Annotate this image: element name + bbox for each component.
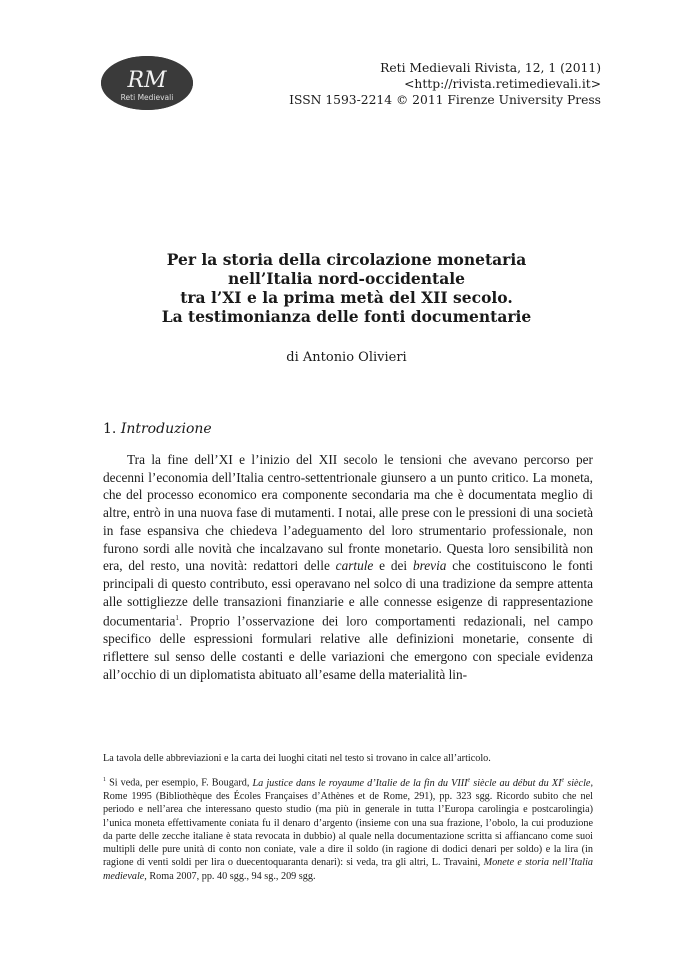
text-run: che costituiscono le fonti principali di questo contributo, essi operavano nel solco di una tradizione da sempre attenta alle sottigliezze delle transazioni finanziarie e alle connesse esigenze di rappresentazione documentaria <box>103 558 594 629</box>
footnotes <box>103 752 593 883</box>
section-title: Introduzione <box>120 421 212 437</box>
italic-title: siècle <box>564 777 591 789</box>
footnote-1 <box>103 774 593 883</box>
italic-term: brevia <box>412 558 447 574</box>
text-run: . Proprio l’osservazione dei loro comportamenti redazionali, nel campo specifico delle espressioni formulari relative alle definizioni monetarie, consente di riflettere sul senso delle costanti e delle variazioni che emergono con speciale evidenza all’occhio di un diplomatista abituato all’esame della materialità lin- <box>103 613 593 682</box>
logo-letters: RM <box>127 68 167 93</box>
italic-term: cartule <box>335 558 374 574</box>
footnote-ref[interactable]: 1 <box>175 614 179 623</box>
section-number: 1. <box>103 421 117 437</box>
journal-citation: Reti Medievali Rivista, 12, 1 (2011) <box>380 61 601 75</box>
abbreviations-note: La tavola delle abbreviazioni e la carta dei luoghi citati nel testo si trovano in calce all’articolo. <box>103 753 491 764</box>
text-run: Tra la fine dell’XI e l’inizio del XII secolo le tensioni che avevano percorso per decenni l’economia dell’Italia centro-settentrionale giunsero a un punto critico. La moneta, che del processo economico era componente secondaria ma che è documentata meglio di altre, entrò in una nuova fase di mutamenti. I notai, alle prese con le pressioni di una società in fase espansiva che chiedeva l’adeguamento del loro strumentario professionale, non furono sordi alle novità che incalzavano sul fronte monetario. Questa loro sensibilità non era, del resto, una novità: redattori delle <box>103 452 593 574</box>
article-title <box>0 250 693 326</box>
paragraph <box>103 451 593 684</box>
title-line: nell’Italia nord-occidentale <box>227 269 466 288</box>
italic-title: siècle au début du XI <box>470 777 562 789</box>
italic-title: Monete e storia nell’Italia medievale <box>103 857 593 882</box>
italic-title: La justice dans le royaume d’Italie de la fin du VIII <box>252 777 468 789</box>
superscript: e <box>561 777 565 784</box>
title-line: Per la storia della circolazione monetaria <box>166 250 527 269</box>
journal-issn: ISSN 1593-2214 © 2011 Firenze University Press <box>289 93 601 107</box>
text-run: , Rome 1995 (Bibliothèque des Écoles Françaises d’Athènes et de Rome, 291), pp. 323 sgg. Ricordo subito che nel periodo e nell’area che interessano questo studio (ma più in generale in tutta l’Europa carolingia e postcarolingia) l’unica moneta effettivamente coniata fu il denaro d’argento (insieme con una sua frazione, l’obolo, la cui produzione da parte delle zecche italiane è stata revocata in dubbio) al quale nella documentazione scritta si affiancano come suoi multipli delle pure unità di conto non coniate, vale a dire il soldo (in ragione di dodici denari per soldo) e la lira (in ragione di venti soldi per lira o duecentoquaranta denari): si veda, tra gli altri, L. Travaini, <box>103 777 593 869</box>
article-author: di Antonio Olivieri <box>286 350 407 365</box>
title-line: tra l’XI e la prima metà del XII secolo. <box>180 288 513 307</box>
superscript: e <box>467 777 471 784</box>
footnote-mark: 1 <box>103 777 106 784</box>
text-run: e dei <box>373 558 413 574</box>
journal-header <box>289 60 601 108</box>
title-line: La testimonianza delle fonti documentarie <box>161 307 532 326</box>
text-run: , Roma 2007, pp. 40 sgg., 94 sg., 209 sgg. <box>144 870 316 882</box>
body-text <box>103 451 593 684</box>
section-heading <box>103 421 212 437</box>
text-run: Si veda, per esempio, F. Bougard, <box>106 777 253 789</box>
journal-logo <box>101 56 193 110</box>
logo-subtitle: Reti Medievali <box>120 93 174 102</box>
journal-url[interactable]: <http://rivista.retimedievali.it> <box>404 77 601 91</box>
